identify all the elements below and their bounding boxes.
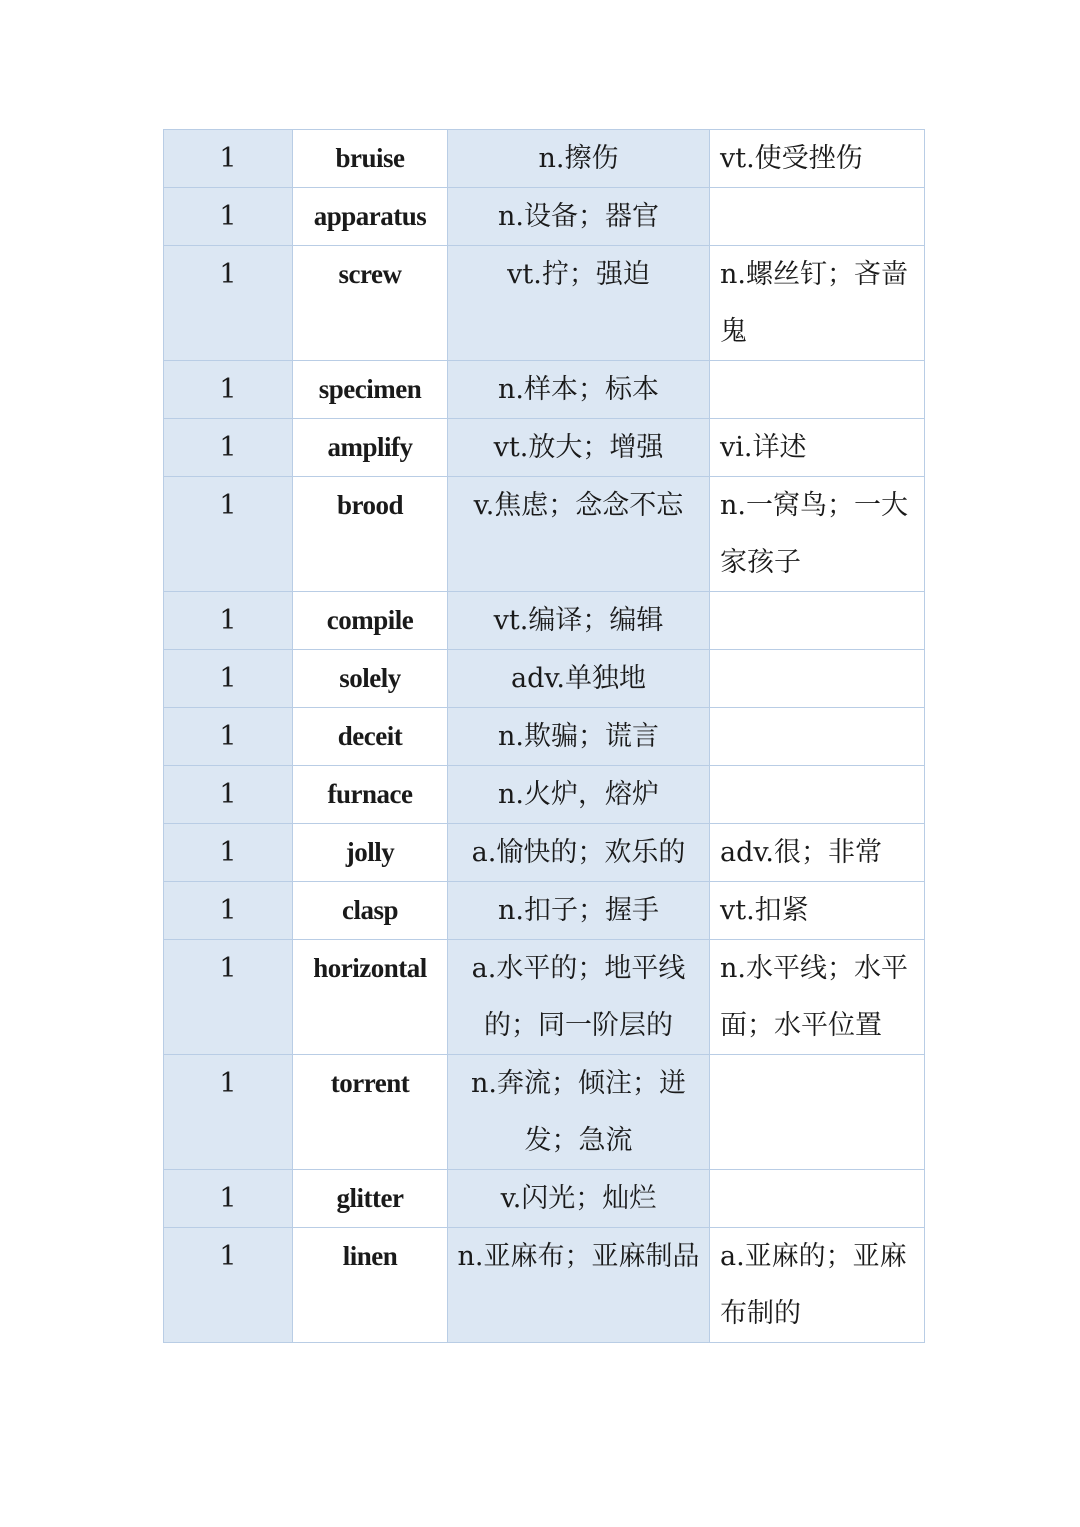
- word-text: horizontal: [313, 953, 427, 983]
- secondary-definition-cell: [710, 940, 925, 1055]
- secondary-definition-text: vt.使受挫伤: [720, 143, 863, 174]
- word-text: screw: [338, 259, 402, 289]
- primary-definition-cell: [448, 766, 710, 824]
- primary-definition-cell: [448, 130, 710, 188]
- word-cell: [293, 650, 448, 708]
- row-number-cell: [164, 592, 293, 650]
- primary-definition-cell: [448, 246, 710, 361]
- table-row: [164, 766, 925, 824]
- primary-definition-text: v.闪光；灿烂: [500, 1183, 657, 1214]
- row-number-text: 1: [219, 259, 237, 290]
- secondary-definition-cell: [710, 882, 925, 940]
- word-cell: [293, 766, 448, 824]
- primary-definition-cell: [448, 824, 710, 882]
- row-number-text: 1: [219, 663, 237, 694]
- table-row: [164, 940, 925, 1055]
- primary-definition-cell: [448, 477, 710, 592]
- table-row: [164, 592, 925, 650]
- secondary-definition-text: n.一窝鸟；一大家孩子: [720, 490, 908, 578]
- primary-definition-cell: [448, 188, 710, 246]
- primary-definition-cell: [448, 708, 710, 766]
- word-cell: [293, 246, 448, 361]
- row-number-text: 1: [219, 1241, 237, 1272]
- word-cell: [293, 1228, 448, 1343]
- row-number-text: 1: [219, 953, 237, 984]
- table-row: [164, 882, 925, 940]
- word-text: compile: [326, 605, 414, 635]
- row-number-text: 1: [219, 201, 237, 232]
- word-text: brood: [336, 490, 404, 520]
- primary-definition-text: vt.拧；强迫: [507, 259, 650, 290]
- word-text: deceit: [337, 721, 403, 751]
- word-cell: [293, 824, 448, 882]
- word-text: linen: [342, 1241, 398, 1271]
- word-cell: [293, 1055, 448, 1170]
- primary-definition-text: adv.单独地: [510, 663, 646, 694]
- primary-definition-text: n.设备；器官: [498, 201, 659, 232]
- table-row: [164, 824, 925, 882]
- secondary-definition-cell: [710, 130, 925, 188]
- row-number-text: 1: [219, 432, 237, 463]
- primary-definition-text: n.扣子；握手: [498, 895, 659, 926]
- primary-definition-cell: [448, 1228, 710, 1343]
- primary-definition-text: n.奔流；倾注；迸发；急流: [471, 1068, 686, 1156]
- table-row: [164, 1228, 925, 1343]
- row-number-cell: [164, 477, 293, 592]
- secondary-definition-cell: [710, 708, 925, 766]
- primary-definition-cell: [448, 1170, 710, 1228]
- secondary-definition-text: a.亚麻的；亚麻布制的: [720, 1241, 907, 1329]
- row-number-text: 1: [219, 374, 237, 405]
- row-number-cell: [164, 246, 293, 361]
- row-number-cell: [164, 419, 293, 477]
- secondary-definition-text: n.螺丝钉；吝啬鬼: [720, 259, 908, 347]
- table-row: [164, 1170, 925, 1228]
- primary-definition-cell: [448, 650, 710, 708]
- row-number-text: 1: [219, 779, 237, 810]
- primary-definition-text: a.愉快的；欢乐的: [471, 837, 686, 868]
- primary-definition-text: n.擦伤: [538, 143, 619, 174]
- primary-definition-text: n.样本；标本: [498, 374, 659, 405]
- word-cell: [293, 419, 448, 477]
- row-number-text: 1: [219, 1068, 237, 1099]
- primary-definition-text: vt.编译；编辑: [493, 605, 664, 636]
- row-number-cell: [164, 940, 293, 1055]
- primary-definition-cell: [448, 419, 710, 477]
- primary-definition-text: n.火炉，熔炉: [498, 779, 659, 810]
- primary-definition-text: v.焦虑；念念不忘: [473, 490, 684, 521]
- word-cell: [293, 940, 448, 1055]
- word-cell: [293, 592, 448, 650]
- table-row: [164, 246, 925, 361]
- table-row: [164, 130, 925, 188]
- word-cell: [293, 477, 448, 592]
- secondary-definition-cell: [710, 477, 925, 592]
- word-text: solely: [339, 663, 401, 693]
- primary-definition-cell: [448, 592, 710, 650]
- row-number-text: 1: [219, 895, 237, 926]
- word-text: specimen: [318, 374, 422, 404]
- table-row: [164, 419, 925, 477]
- secondary-definition-cell: [710, 246, 925, 361]
- secondary-definition-cell: [710, 766, 925, 824]
- word-text: jolly: [345, 837, 395, 867]
- row-number-cell: [164, 188, 293, 246]
- word-cell: [293, 361, 448, 419]
- primary-definition-text: vt.放大；增强: [493, 432, 664, 463]
- row-number-cell: [164, 824, 293, 882]
- word-cell: [293, 130, 448, 188]
- primary-definition-cell: [448, 1055, 710, 1170]
- secondary-definition-cell: [710, 1055, 925, 1170]
- row-number-cell: [164, 708, 293, 766]
- secondary-definition-text: vt.扣紧: [720, 895, 809, 926]
- table-row: [164, 650, 925, 708]
- row-number-cell: [164, 361, 293, 419]
- word-cell: [293, 882, 448, 940]
- secondary-definition-cell: [710, 824, 925, 882]
- row-number-cell: [164, 650, 293, 708]
- row-number-text: 1: [219, 490, 237, 521]
- secondary-definition-cell: [710, 592, 925, 650]
- vocabulary-table: [163, 129, 925, 1343]
- secondary-definition-cell: [710, 419, 925, 477]
- primary-definition-cell: [448, 882, 710, 940]
- secondary-definition-cell: [710, 1170, 925, 1228]
- secondary-definition-cell: [710, 1228, 925, 1343]
- row-number-cell: [164, 1170, 293, 1228]
- row-number-cell: [164, 766, 293, 824]
- primary-definition-text: a.水平的；地平线的；同一阶层的: [471, 953, 686, 1041]
- primary-definition-cell: [448, 940, 710, 1055]
- row-number-text: 1: [219, 721, 237, 752]
- row-number-text: 1: [219, 837, 237, 868]
- table-body: [164, 130, 925, 1343]
- word-cell: [293, 1170, 448, 1228]
- word-cell: [293, 188, 448, 246]
- word-text: furnace: [327, 779, 413, 809]
- row-number-text: 1: [219, 1183, 237, 1214]
- primary-definition-text: n.亚麻布；亚麻制品: [457, 1241, 700, 1272]
- secondary-definition-text: adv.很；非常: [720, 837, 883, 868]
- word-cell: [293, 708, 448, 766]
- row-number-cell: [164, 1055, 293, 1170]
- secondary-definition-text: vi.详述: [720, 432, 807, 463]
- word-text: amplify: [327, 432, 413, 462]
- secondary-definition-cell: [710, 650, 925, 708]
- table-row: [164, 188, 925, 246]
- primary-definition-text: n.欺骗；谎言: [498, 721, 659, 752]
- table-row: [164, 708, 925, 766]
- secondary-definition-cell: [710, 188, 925, 246]
- word-text: clasp: [341, 895, 398, 925]
- secondary-definition-cell: [710, 361, 925, 419]
- row-number-text: 1: [219, 143, 237, 174]
- table-row: [164, 477, 925, 592]
- secondary-definition-text: n.水平线；水平面；水平位置: [720, 953, 908, 1041]
- word-text: apparatus: [313, 201, 427, 231]
- word-text: bruise: [335, 143, 405, 173]
- row-number-cell: [164, 882, 293, 940]
- table-row: [164, 361, 925, 419]
- row-number-cell: [164, 1228, 293, 1343]
- row-number-text: 1: [219, 605, 237, 636]
- table-row: [164, 1055, 925, 1170]
- word-text: glitter: [336, 1183, 404, 1213]
- primary-definition-cell: [448, 361, 710, 419]
- row-number-cell: [164, 130, 293, 188]
- word-text: torrent: [330, 1068, 410, 1098]
